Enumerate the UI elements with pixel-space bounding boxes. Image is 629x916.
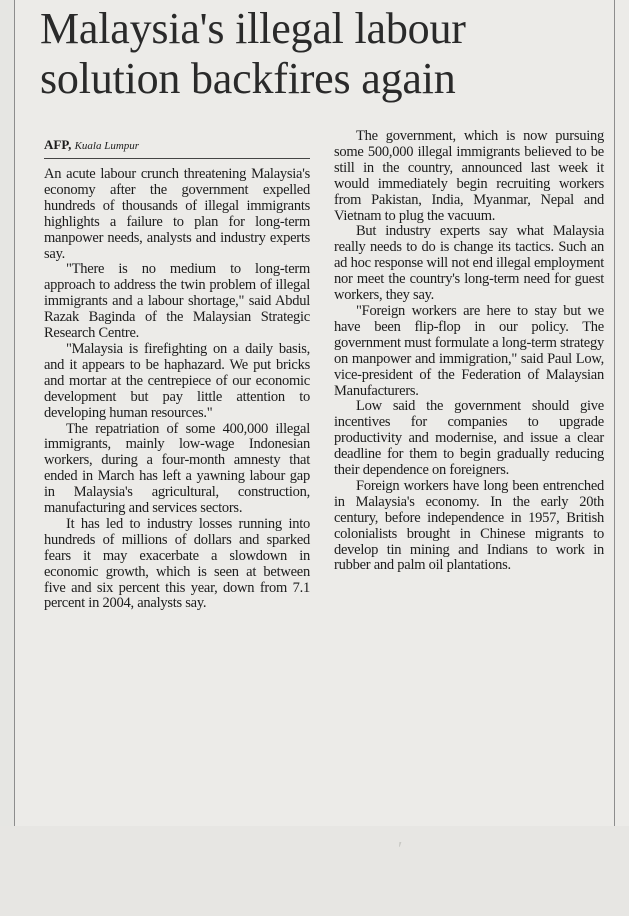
ink-smudge-icon: ′ xyxy=(398,838,403,860)
paragraph: It has led to industry losses running into hundreds of millions of dollars and sparked fears it may exacerbate a slowdown in economic growth, which is seen at between five and six percent this year, down from 7.1 percent in 2004, analysts say. xyxy=(44,515,310,612)
paragraph: "There is no medium to long-term approach to address the twin problem of illegal immigrants and a labour shortage," said Abdul Razak Baginda of the Malaysian Strategic Research Centre. xyxy=(44,261,310,342)
byline-agency: AFP, xyxy=(44,137,72,152)
page-margin-bottom xyxy=(0,826,629,916)
paragraph: The government, which is now pursuing some 500,000 illegal immigrants believed to be still in the country, announced last week it would immediately begin recruiting workers from Pakistan, India, Myanmar, Nepal and Vietnam to plug the vacuum. xyxy=(334,128,604,224)
paragraph: "Malaysia is firefighting on a daily basis, and it appears to be haphazard. We put bricks and mortar at the centrepiece of our economic development but pay little attention to developing human resources." xyxy=(44,340,310,421)
headline: Malaysia's illegal labour solution backfires again xyxy=(40,4,466,103)
paragraph: But industry experts say what Malaysia really needs to do is change its tactics. Such an ad hoc response will not end illegal employment nor meet the country's long-term need for guest workers, they say. xyxy=(334,223,604,304)
byline-location: Kuala Lumpur xyxy=(74,140,140,152)
article-column-left xyxy=(44,167,310,612)
paragraph: "Foreign workers are here to stay but we have been flip-flop in our policy. The government must formulate a long-term strategy on manpower and immigration," said Paul Low, vice-president of the Federation of Malaysian Manufacturers. xyxy=(334,302,604,399)
adjacent-column-edge xyxy=(0,0,15,826)
byline-divider xyxy=(44,158,310,159)
paragraph: An acute labour crunch threatening Malaysia's economy after the government expelled hundreds of thousands of illegal immigrants highlights a failure to plan for long-term manpower needs, analysts and industry experts say. xyxy=(44,166,310,262)
paragraph: Foreign workers have long been entrenched in Malaysia's economy. In the early 20th century, before independence in 1957, British colonialists brought in Chinese migrants to develop tin mining and Indians to work in rubber and palm oil plantations. xyxy=(334,477,604,574)
byline xyxy=(44,137,139,154)
paragraph: Low said the government should give incentives for companies to upgrade productivity and modernise, and issue a clear deadline for them to begin gradually reducing their dependence on foreigners. xyxy=(334,398,604,479)
article-column-right xyxy=(334,129,604,574)
column-rule-right xyxy=(614,0,615,826)
paragraph: The repatriation of some 400,000 illegal immigrants, mainly low-wage Indonesian workers, during a four-month amnesty that ended in March has left a yawning labour gap in Malaysia's agricultural, construction, manufacturing and services sectors. xyxy=(44,420,310,517)
